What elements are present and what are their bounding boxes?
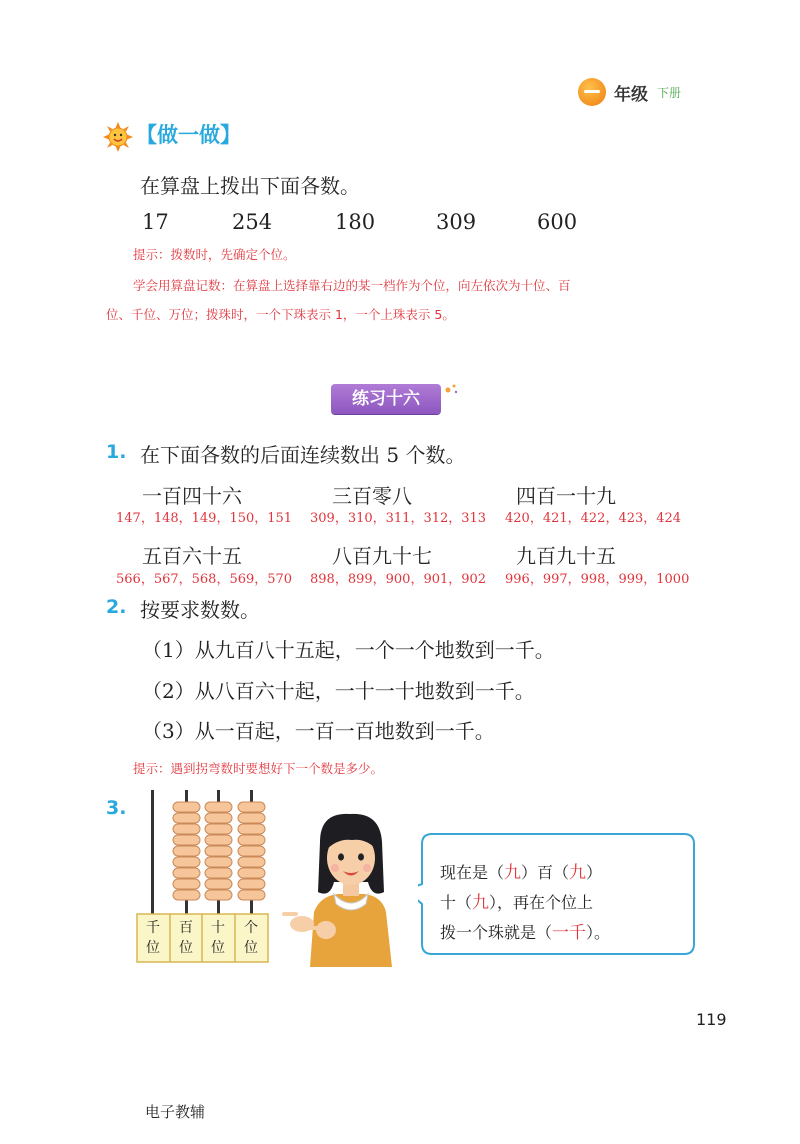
sub-question: （3）从一百起，一百一百地数到一千。 — [142, 719, 495, 743]
girl-illustration — [280, 812, 410, 967]
abacus-illustration — [130, 790, 275, 970]
number-word: 一百四十六 — [142, 484, 242, 508]
question-text: 在下面各数的后面连续数出 5 个数。 — [140, 443, 466, 467]
abacus-label: 位 — [244, 940, 258, 956]
practice-number: 309 — [436, 210, 477, 234]
page-number: 119 — [696, 1010, 727, 1029]
grade-badge-icon — [578, 78, 606, 106]
answer-sequence: 996，997，998，999，1000 — [505, 572, 690, 587]
sub-question: （2）从八百六十起，一十一十地数到一千。 — [142, 679, 535, 703]
answer-sequence: 566，567，568，569，570 — [116, 572, 293, 587]
practice-number: 254 — [232, 210, 273, 234]
exercise-banner: 练习十六 — [331, 384, 441, 414]
abacus-label: 个 — [244, 920, 258, 936]
answer-sequence: 420，421，422，423，424 — [505, 511, 682, 526]
number-word: 九百九十五 — [516, 544, 616, 568]
abacus-label: 千 — [146, 920, 160, 936]
answer-fill: 一千 — [552, 923, 587, 943]
practice-number: 180 — [335, 210, 376, 234]
number-word: 八百九十七 — [332, 544, 432, 568]
section-heading: 【做一做】 — [136, 123, 241, 147]
answer-sequence: 309，310，311，312，313 — [310, 511, 487, 526]
question-number: 2. — [106, 596, 127, 618]
question-number: 3. — [106, 797, 127, 819]
practice-instruction: 在算盘上拨出下面各数。 — [140, 174, 360, 198]
hint-text: 学会用算盘记数：在算盘上选择靠右边的某一档作为个位，向左依次为十位、百 — [133, 278, 571, 293]
sun-icon — [103, 122, 133, 152]
abacus-label: 位 — [211, 940, 225, 956]
abacus-label: 位 — [146, 940, 160, 956]
abacus-label: 位 — [179, 940, 193, 956]
number-word: 四百一十九 — [516, 484, 616, 508]
answer-fill: 九 — [472, 893, 490, 913]
answer-fill: 九 — [569, 863, 587, 883]
bubble-line: 现在是（九）百（九） — [440, 863, 603, 883]
abacus-label: 十 — [211, 920, 225, 936]
question-text: 按要求数数。 — [140, 598, 260, 622]
footer-label: 电子教辅 — [145, 1103, 206, 1121]
practice-number: 17 — [142, 210, 169, 234]
hint-text: 提示：遇到拐弯数时要想好下一个数是多少。 — [133, 761, 384, 776]
grade-sub-label: 下册 — [657, 86, 682, 100]
hint-text: 提示：拨数时，先确定个位。 — [133, 247, 296, 262]
number-word: 三百零八 — [332, 484, 412, 508]
bubble-line: 拨一个珠就是（一千）。 — [440, 923, 611, 943]
answer-fill: 九 — [504, 863, 522, 883]
practice-number: 600 — [537, 210, 578, 234]
sparkle-icon — [444, 382, 462, 396]
bubble-line: 十（九），再在个位上 — [440, 893, 594, 913]
answer-sequence: 147，148，149，150，151 — [116, 511, 293, 526]
number-word: 五百六十五 — [142, 544, 242, 568]
grade-label: 年级 — [614, 85, 648, 105]
abacus-label: 百 — [179, 920, 193, 936]
sub-question: （1）从九百八十五起，一个一个地数到一千。 — [142, 638, 555, 662]
question-number: 1. — [106, 441, 127, 463]
answer-sequence: 898，899，900，901，902 — [310, 572, 487, 587]
hint-text: 位、千位、万位；拨珠时，一个下珠表示 1，一个上珠表示 5。 — [106, 307, 455, 322]
